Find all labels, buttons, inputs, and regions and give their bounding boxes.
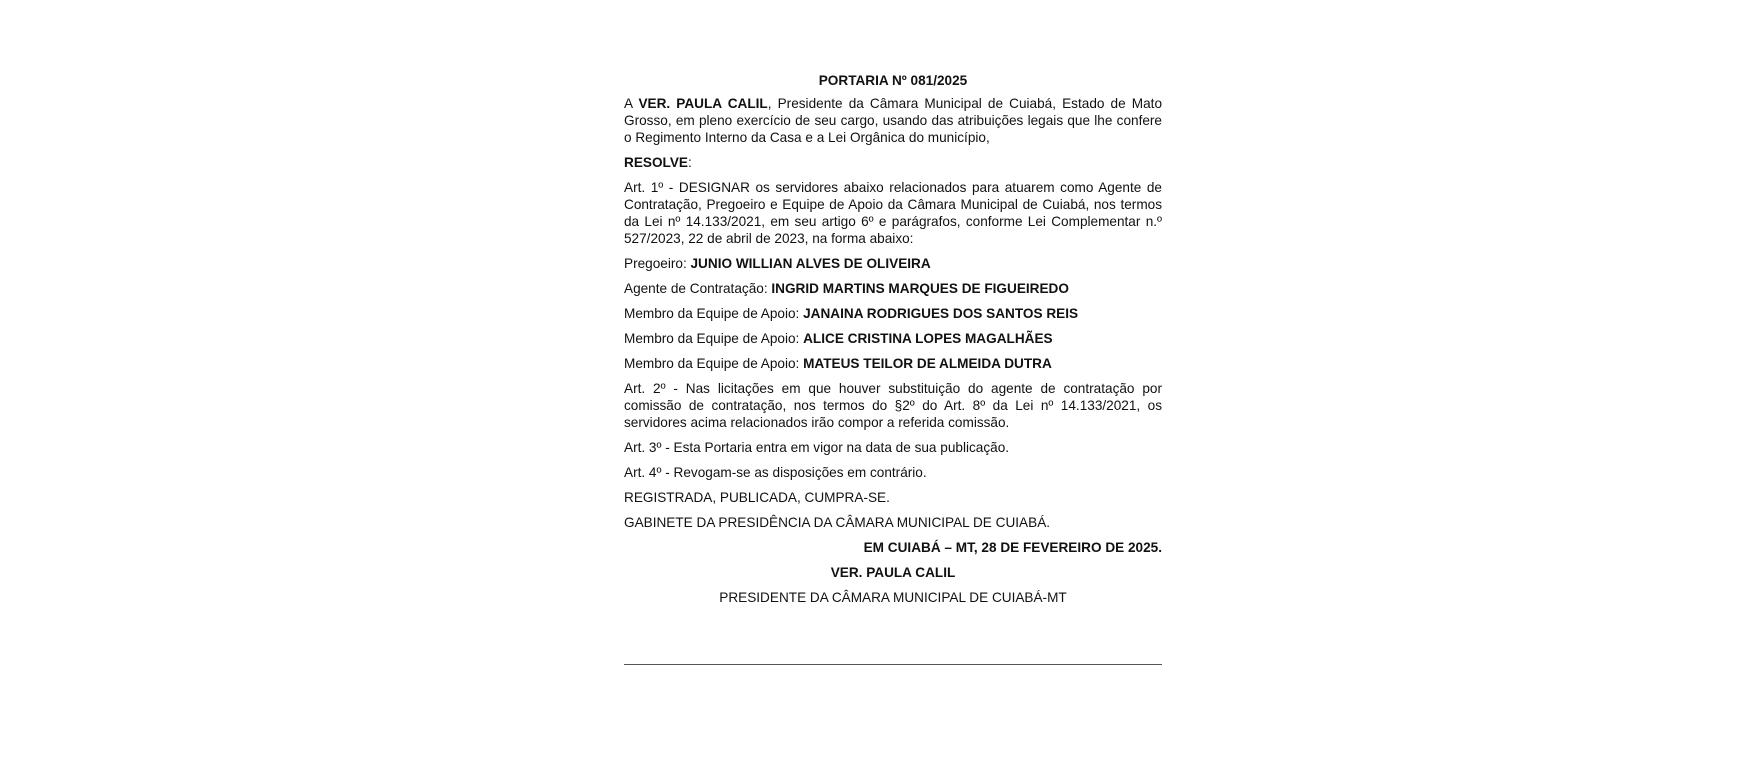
designation-role: Pregoeiro: [624,256,691,271]
signer-name: VER. PAULA CALIL [830,565,956,580]
designation-name: MATEUS TEILOR DE ALMEIDA DUTRA [803,356,1052,371]
designation-apoio-3 [624,355,1162,372]
designation-role: Membro da Equipe de Apoio: [624,331,804,346]
designation-name: JANAINA RODRIGUES DOS SANTOS REIS [803,306,1079,321]
designation-agente [624,280,1162,297]
document-title: PORTARIA Nº 081/2025 [818,73,968,88]
article-4: Art. 4º - Revogam-se as disposições em contrário. [624,465,927,480]
designation-role: Membro da Equipe de Apoio: [624,356,804,371]
date-line: EM CUIABÁ – MT, 28 DE FEVEREIRO DE 2025. [863,540,1162,555]
designation-apoio-1 [624,305,1162,322]
article-2: Art. 2º - Nas licitações em que houver substituição do agente de contratação por comissão de contratação, nos termos do §2º do Art. 8º da Lei nº 14.133/2021, os servidores acima relacionados irão compor a referida comissão. [624,381,1162,430]
document-page [624,68,1162,606]
article-1: Art. 1º - DESIGNAR os servidores abaixo relacionados para atuarem como Agente de Contratação, Pregoeiro e Equipe de Apoio da Câmara Municipal de Cuiabá, nos termos da Lei nº 14.133/2021, em seu artigo 6º e parágrafos, conforme Lei Complementar n.º 527/2023, 22 de abril de 2023, na forma abaixo: [624,180,1162,246]
intro-text: , Presidente da Câmara Municipal de Cuiabá, Estado de Mato Grosso, em pleno exercício de seu cargo, usando das atribuições legais que lhe confere o Regimento Interno da Casa e a Lei Orgânica do município, [624,96,1163,145]
designation-role: Membro da Equipe de Apoio: [624,306,804,321]
intro-prefix: A [624,96,639,111]
registrada-line: REGISTRADA, PUBLICADA, CUMPRA-SE. [624,490,890,505]
designation-name: INGRID MARTINS MARQUES DE FIGUEIREDO [771,281,1069,296]
resolve-line [624,154,1162,171]
article-3: Art. 3º - Esta Portaria entra em vigor na data de sua publicação. [624,440,1010,455]
designation-pregoeiro [624,255,1162,272]
signer-title: PRESIDENTE DA CÂMARA MUNICIPAL DE CUIABÁ-MT [719,590,1067,605]
resolve-label: RESOLVE [624,155,688,170]
designation-name: JUNIO WILLIAN ALVES DE OLIVEIRA [690,256,931,271]
gabinete-line: GABINETE DA PRESIDÊNCIA DA CÂMARA MUNICIPAL DE CUIABÁ. [624,515,1051,530]
intro-paragraph [624,95,1162,146]
footer-divider [624,664,1162,665]
designation-role: Agente de Contratação: [624,281,772,296]
resolve-suffix: : [687,155,692,170]
intro-name: VER. PAULA CALIL [638,96,768,111]
designation-apoio-2 [624,330,1162,347]
designation-name: ALICE CRISTINA LOPES MAGALHÃES [803,331,1053,346]
